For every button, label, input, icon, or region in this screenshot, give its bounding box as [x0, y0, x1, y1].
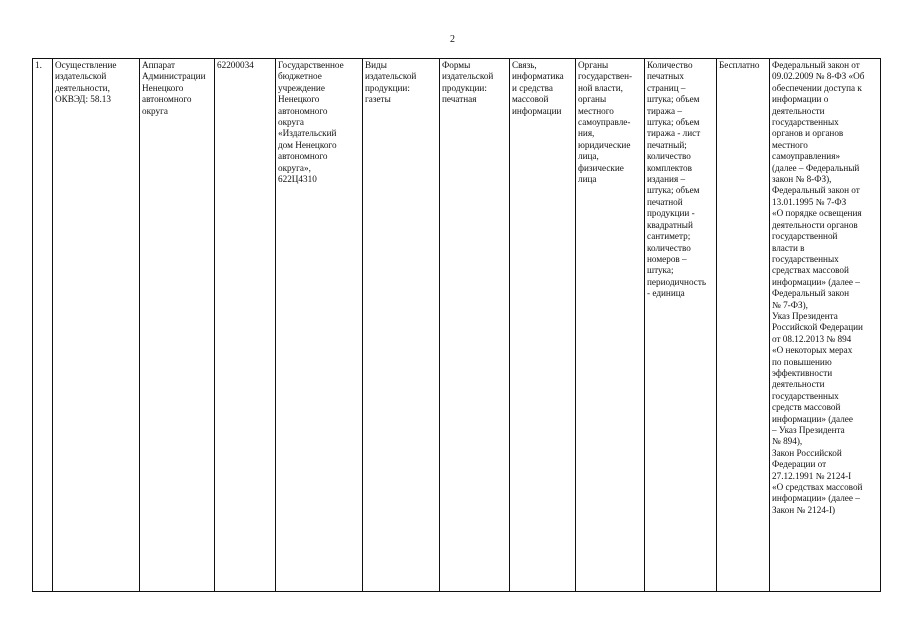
registry-table [32, 58, 881, 592]
code-cell: 62200034 [215, 59, 276, 592]
volume-indicators-cell: Количество печатных страниц – штука; объем тиража – штука; объем тиража - лист печатный; количество комплектов издания – штука; объем печатной продукции - квадратный сантиметр; количество номеров – штука; периодичность - единица [645, 59, 717, 592]
founder-cell: Аппарат Администрации Ненецкого автономного округа [140, 59, 215, 592]
payment-cell: Бесплатно [717, 59, 770, 592]
institution-cell: Государственное бюджетное учреждение Ненецкого автономного округа «Издательский дом Ненецкого автономного округа», 622Ц4310 [276, 59, 363, 592]
kinds-cell: Виды издательской продукции: газеты [363, 59, 440, 592]
table-row [33, 59, 881, 592]
consumers-cell: Органы государствен- ной власти, органы местного самоуправле- ния, юридические лица, физические лица [576, 59, 645, 592]
sphere-cell: Связь, информатика и средства массовой информации [510, 59, 576, 592]
legal-basis-cell: Федеральный закон от 09.02.2009 № 8-ФЗ «Об обеспечении доступа к информации о деятельности государственных органов и органов местного самоуправления» (далее – Федеральный закон № 8-ФЗ), Федеральный закон от 13.01.1995 № 7-ФЗ «О порядке освещения деятельности органов государственной власти в государственных средствах массовой информации» (далее – Федеральный закон № 7-ФЗ), Указ Президента Российской Федерации от 08.12.2013 № 894 «О некоторых мерах по повышению эффективности деятельности государственных средств массовой информации» (далее – Указ Президента № 894), Закон Российской Федерации от 27.12.1991 № 2124-I «О средствах массовой информации» (далее – Закон № 2124-I) [770, 59, 881, 592]
row-number-cell: 1. [33, 59, 53, 592]
page-number: 2 [450, 34, 455, 45]
activity-cell: Осуществление издательской деятельности, ОКВЭД: 58.13 [53, 59, 140, 592]
forms-cell: Формы издательской продукции: печатная [440, 59, 510, 592]
